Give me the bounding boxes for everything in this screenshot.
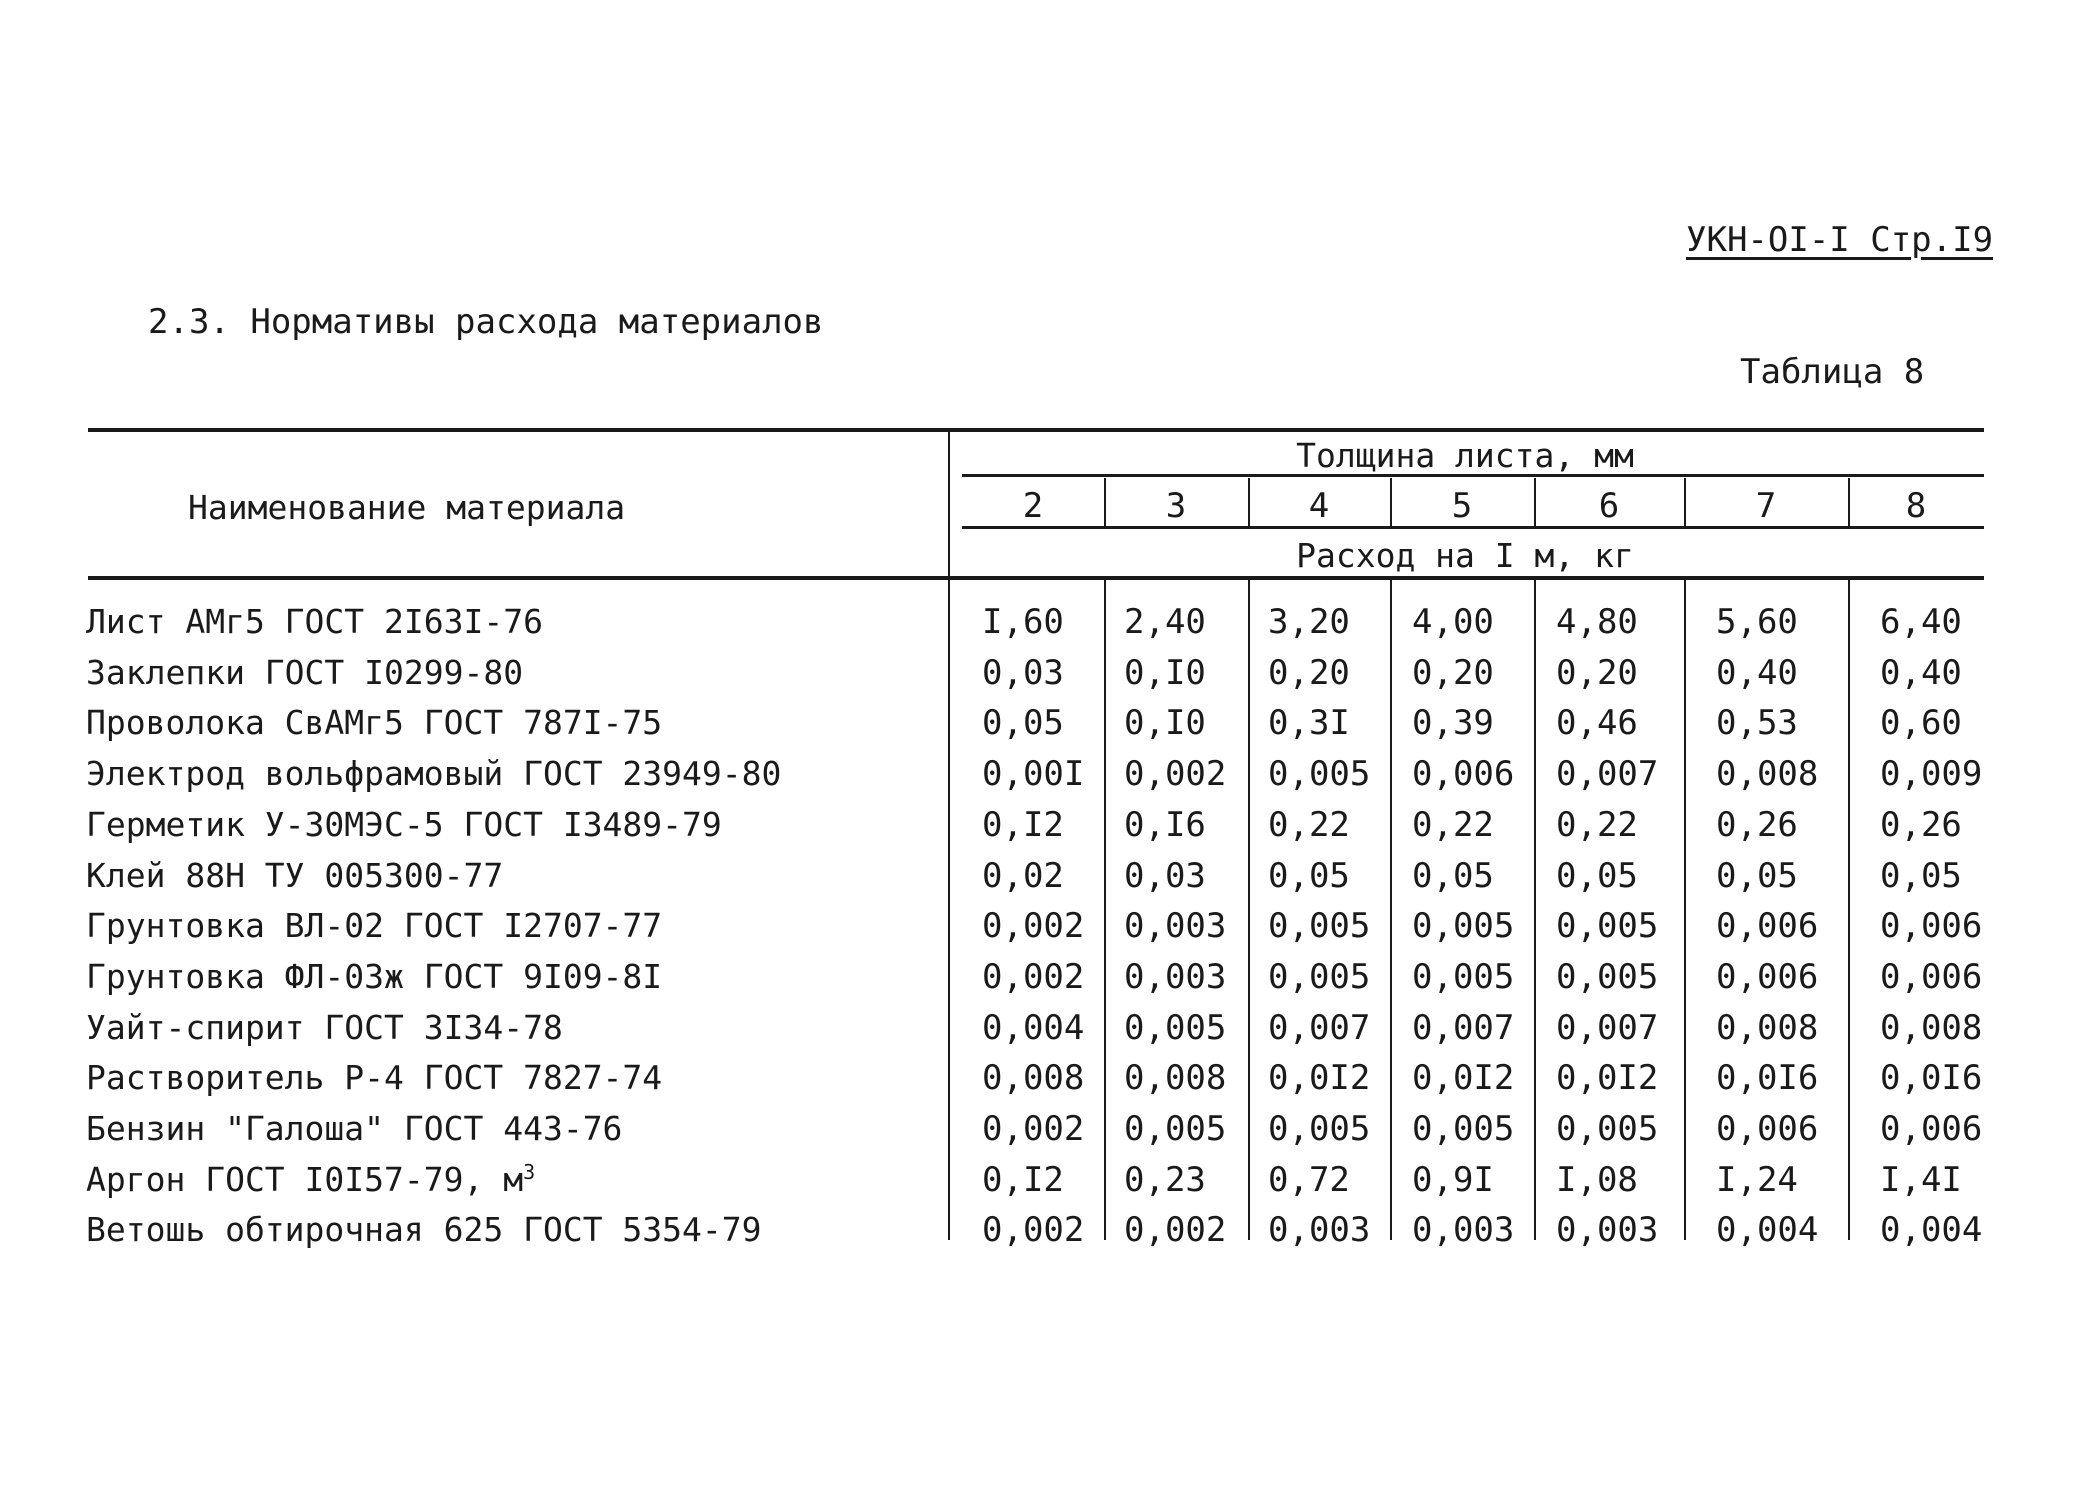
document-code: УКН-OI-I Стр.I9 bbox=[1686, 220, 1994, 260]
consumption-value: 0,003 bbox=[1412, 1210, 1515, 1250]
consumption-value: 0,05 bbox=[1412, 856, 1494, 896]
consumption-value: I,4I bbox=[1880, 1160, 1962, 1200]
consumption-value: 0,004 bbox=[982, 1008, 1085, 1048]
material-name-text: Лист АМг5 ГОСТ 2I63I-76 bbox=[86, 602, 543, 641]
material-name bbox=[86, 1109, 622, 1148]
consumption-value: 0,006 bbox=[1716, 957, 1819, 997]
consumption-value: 0,0I6 bbox=[1880, 1058, 1983, 1098]
consumption-value: 0,03 bbox=[982, 653, 1064, 693]
consumption-value: 0,0I2 bbox=[1268, 1058, 1371, 1098]
consumption-value: 0,60 bbox=[1880, 703, 1962, 743]
consumption-value: 0,009 bbox=[1880, 754, 1983, 794]
consumption-value: 0,008 bbox=[1716, 1008, 1819, 1048]
material-name-text: Грунтовка ВЛ-02 ГОСТ I2707-77 bbox=[86, 906, 663, 945]
thickness-value: 4 bbox=[1308, 486, 1330, 526]
consumption-value: 0,05 bbox=[1556, 856, 1638, 896]
consumption-value: I,60 bbox=[982, 602, 1064, 642]
material-name-text: Уайт-спирит ГОСТ 3I34-78 bbox=[86, 1008, 563, 1047]
thickness-value: 8 bbox=[1905, 486, 1927, 526]
material-name bbox=[86, 805, 722, 844]
consumption-value: 0,006 bbox=[1880, 1109, 1983, 1149]
consumption-value: 0,26 bbox=[1716, 805, 1798, 845]
consumption-value: 0,006 bbox=[1716, 906, 1819, 946]
consumption-value: 0,05 bbox=[1268, 856, 1350, 896]
consumption-value: 0,I2 bbox=[982, 1160, 1064, 1200]
consumption-value: 0,0I2 bbox=[1556, 1058, 1659, 1098]
material-name bbox=[86, 1058, 662, 1097]
material-name-header: Наименование материала bbox=[188, 488, 626, 527]
thickness-values-rule bbox=[962, 526, 1984, 529]
consumption-value: 0,002 bbox=[1124, 754, 1227, 794]
consumption-value: 0,005 bbox=[1268, 906, 1371, 946]
table-label: Таблица 8 bbox=[1740, 352, 1925, 392]
consumption-value: 0,006 bbox=[1880, 906, 1983, 946]
consumption-value: 0,002 bbox=[982, 1210, 1085, 1250]
consumption-value: 0,20 bbox=[1412, 653, 1494, 693]
consumption-value: 0,007 bbox=[1412, 1008, 1515, 1048]
material-name-text: Грунтовка ФЛ-03ж ГОСТ 9I09-8I bbox=[86, 957, 663, 996]
material-name-text: Проволока СвАМг5 ГОСТ 787I-75 bbox=[86, 703, 663, 742]
material-name-text: Аргон ГОСТ I0I57-79, м bbox=[86, 1160, 524, 1199]
consumption-value: 0,I2 bbox=[982, 805, 1064, 845]
thickness-value: 5 bbox=[1451, 486, 1473, 526]
consumption-value: 0,9I bbox=[1412, 1160, 1494, 1200]
column-divider bbox=[1248, 580, 1250, 1240]
consumption-value: 0,I0 bbox=[1124, 653, 1206, 693]
consumption-value: 2,40 bbox=[1124, 602, 1206, 642]
consumption-value: I,08 bbox=[1556, 1160, 1638, 1200]
material-name bbox=[86, 703, 662, 742]
consumption-value: 0,003 bbox=[1124, 906, 1227, 946]
consumption-value: 0,005 bbox=[1268, 957, 1371, 997]
column-divider bbox=[1534, 580, 1536, 1240]
consumption-value: 0,005 bbox=[1124, 1008, 1227, 1048]
consumption-value: I,24 bbox=[1716, 1160, 1798, 1200]
consumption-value: 0,005 bbox=[1124, 1109, 1227, 1149]
material-name bbox=[86, 957, 662, 996]
consumption-value: 0,03 bbox=[1124, 856, 1206, 896]
table-top-rule bbox=[88, 428, 1984, 432]
material-name-text: Электрод вольфрамовый ГОСТ 23949-80 bbox=[86, 754, 782, 793]
consumption-value: 0,53 bbox=[1716, 703, 1798, 743]
consumption-header: Расход на I м, кг bbox=[1296, 536, 1634, 575]
consumption-value: 0,006 bbox=[1412, 754, 1515, 794]
column-divider bbox=[1390, 580, 1392, 1240]
consumption-value: 3,20 bbox=[1268, 602, 1350, 642]
consumption-value: 0,22 bbox=[1268, 805, 1350, 845]
material-name-text: Ветошь обтирочная 625 ГОСТ 5354-79 bbox=[86, 1210, 762, 1249]
consumption-value: 4,00 bbox=[1412, 602, 1494, 642]
consumption-value: 0,007 bbox=[1556, 1008, 1659, 1048]
consumption-value: 0,002 bbox=[982, 906, 1085, 946]
consumption-value: 0,46 bbox=[1556, 703, 1638, 743]
consumption-value: 0,005 bbox=[1556, 1109, 1659, 1149]
consumption-value: 0,005 bbox=[1556, 957, 1659, 997]
consumption-value: 0,20 bbox=[1556, 653, 1638, 693]
consumption-value: 0,005 bbox=[1556, 906, 1659, 946]
thickness-value: 2 bbox=[1022, 486, 1044, 526]
consumption-value: 6,40 bbox=[1880, 602, 1962, 642]
section-title: 2.3. Нормативы расхода материалов bbox=[148, 302, 824, 342]
consumption-value: 0,26 bbox=[1880, 805, 1962, 845]
material-name bbox=[86, 602, 543, 641]
thickness-value: 6 bbox=[1598, 486, 1620, 526]
consumption-value: 0,004 bbox=[1880, 1210, 1983, 1250]
thickness-value: 7 bbox=[1755, 486, 1777, 526]
consumption-value: 0,22 bbox=[1412, 805, 1494, 845]
material-name-text: Бензин "Галоша" ГОСТ 443-76 bbox=[86, 1109, 623, 1148]
consumption-value: 5,60 bbox=[1716, 602, 1798, 642]
consumption-value: 0,23 bbox=[1124, 1160, 1206, 1200]
consumption-value: 0,I6 bbox=[1124, 805, 1206, 845]
column-divider bbox=[1848, 580, 1850, 1240]
consumption-value: 0,006 bbox=[1880, 957, 1983, 997]
consumption-value: 0,003 bbox=[1556, 1210, 1659, 1250]
consumption-value: 0,02 bbox=[982, 856, 1064, 896]
consumption-value: 0,00I bbox=[982, 754, 1085, 794]
material-name bbox=[86, 1160, 535, 1199]
consumption-value: 0,3I bbox=[1268, 703, 1350, 743]
consumption-value: 0,008 bbox=[1124, 1058, 1227, 1098]
unit-superscript: 3 bbox=[523, 1160, 536, 1184]
consumption-value: 0,004 bbox=[1716, 1210, 1819, 1250]
material-name bbox=[86, 754, 781, 793]
material-name-text: Растворитель Р-4 ГОСТ 7827-74 bbox=[86, 1058, 663, 1097]
consumption-value: 0,003 bbox=[1124, 957, 1227, 997]
column-divider bbox=[1104, 580, 1106, 1240]
consumption-value: 0,007 bbox=[1556, 754, 1659, 794]
material-name bbox=[86, 906, 662, 945]
material-name-text: Клей 88Н ТУ 005300-77 bbox=[86, 856, 504, 895]
material-name-text: Герметик У-30МЭС-5 ГОСТ I3489-79 bbox=[86, 805, 722, 844]
consumption-value: 0,0I6 bbox=[1716, 1058, 1819, 1098]
consumption-value: 0,22 bbox=[1556, 805, 1638, 845]
material-name bbox=[86, 653, 523, 692]
material-name bbox=[86, 1008, 563, 1047]
consumption-value: 0,40 bbox=[1880, 653, 1962, 693]
consumption-value: 0,005 bbox=[1412, 957, 1515, 997]
consumption-value: 0,05 bbox=[1880, 856, 1962, 896]
consumption-value: 0,002 bbox=[982, 957, 1085, 997]
consumption-value: 0,72 bbox=[1268, 1160, 1350, 1200]
consumption-value: 0,0I2 bbox=[1412, 1058, 1515, 1098]
consumption-value: 0,39 bbox=[1412, 703, 1494, 743]
material-name-text: Заклепки ГОСТ I0299-80 bbox=[86, 653, 524, 692]
consumption-value: 0,005 bbox=[1412, 1109, 1515, 1149]
consumption-value: 0,008 bbox=[1716, 754, 1819, 794]
consumption-value: 0,05 bbox=[982, 703, 1064, 743]
material-name bbox=[86, 856, 503, 895]
consumption-value: 0,005 bbox=[1268, 754, 1371, 794]
consumption-value: 0,002 bbox=[1124, 1210, 1227, 1250]
consumption-value: 0,40 bbox=[1716, 653, 1798, 693]
header-bottom-rule bbox=[88, 576, 1984, 580]
thickness-value: 3 bbox=[1165, 486, 1187, 526]
consumption-value: 0,008 bbox=[982, 1058, 1085, 1098]
consumption-value: 0,008 bbox=[1880, 1008, 1983, 1048]
consumption-value: 4,80 bbox=[1556, 602, 1638, 642]
thickness-header: Толщина листа, мм bbox=[1296, 436, 1634, 475]
consumption-value: 0,I0 bbox=[1124, 703, 1206, 743]
consumption-value: 0,20 bbox=[1268, 653, 1350, 693]
consumption-value: 0,002 bbox=[982, 1109, 1085, 1149]
consumption-value: 0,006 bbox=[1716, 1109, 1819, 1149]
column-divider bbox=[1684, 580, 1686, 1240]
consumption-value: 0,005 bbox=[1268, 1109, 1371, 1149]
consumption-value: 0,003 bbox=[1268, 1210, 1371, 1250]
consumption-value: 0,007 bbox=[1268, 1008, 1371, 1048]
consumption-value: 0,05 bbox=[1716, 856, 1798, 896]
material-name bbox=[86, 1210, 762, 1249]
consumption-value: 0,005 bbox=[1412, 906, 1515, 946]
